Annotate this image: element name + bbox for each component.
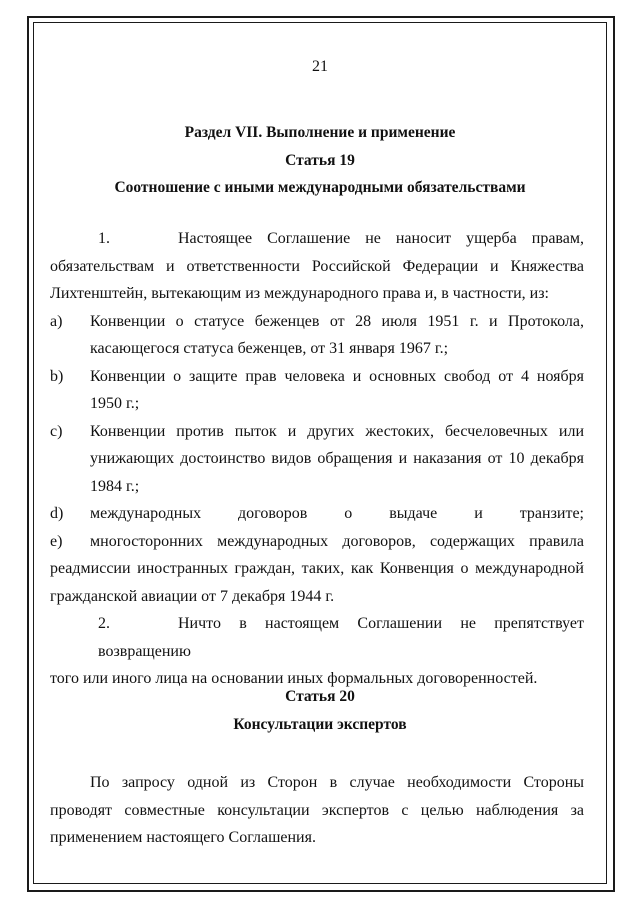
paragraph-line: применением настоящего Соглашения. (50, 829, 316, 846)
list-item-line: 1950 г.; (90, 395, 140, 412)
paragraph-line: проводят совместные консультации экспертов с целью наблюдения за (50, 801, 584, 819)
list-marker: c) (50, 422, 63, 440)
article-19-title: Статья 19 (285, 152, 355, 169)
list-item-e-continuation: гражданской авиации от 7 декабря 1944 г. (50, 587, 335, 605)
paragraph-1 (50, 225, 584, 253)
article-20-title: Статья 20 (285, 688, 355, 705)
list-item-line: Конвенции о защите прав человека и основных свобод от 4 ноября (90, 367, 584, 385)
paragraph-number: 1. (98, 230, 110, 247)
paragraph-line: Настоящее Соглашение не наносит ущерба правам, (178, 230, 584, 247)
list-marker: a) (50, 312, 63, 330)
list-item-e (50, 528, 584, 556)
paragraph-number: 2. (98, 615, 110, 632)
list-item-line: 1984 г.; (90, 477, 140, 495)
list-marker: e) (50, 532, 63, 550)
list-marker: d) (50, 505, 64, 522)
paragraph-2 (50, 610, 584, 665)
list-item-a (50, 308, 584, 363)
paragraph-line: Ничто в настоящем Соглашении не препятствует возвращению (98, 615, 584, 660)
list-item-c (50, 418, 584, 501)
list-item-line: многосторонних международных договоров, содержащих правила (90, 532, 584, 550)
article-19-subtitle: Соотношение с иными международными обязательствами (114, 179, 526, 196)
section-title: Раздел VII. Выполнение и применение (184, 124, 456, 141)
list-item-line: Конвенции против пыток и других жестоких, бесчеловечных или (90, 422, 584, 440)
list-item-b (50, 363, 584, 418)
list-item-d (50, 500, 584, 528)
list-item-e-continuation: реадмиссии иностранных граждан, таких, как Конвенция о международной (50, 560, 584, 577)
paragraph-line: По запросу одной из Сторон в случае необходимости Стороны (90, 774, 584, 791)
list-item-line: Конвенции о статусе беженцев от 28 июля 1951 г. и Протокола, (90, 312, 584, 330)
article-20-subtitle: Консультации экспертов (233, 716, 407, 733)
paragraph-line: Лихтенштейн, вытекающим из международного права и, в частности, из: (50, 285, 549, 302)
page-number: 21 (312, 58, 328, 75)
article-19-body (50, 225, 584, 693)
list-item-line: унижающих достоинство видов обращения и наказания от 10 декабря (90, 450, 584, 467)
paragraph-line: того или иного лица на основании иных формальных договоренностей. (50, 670, 538, 687)
article-20-body (50, 769, 584, 852)
list-item-line: касающегося статуса беженцев, от 31 января 1967 г.; (90, 340, 449, 357)
list-item-line: международных договоров о выдаче и транзите; (90, 505, 584, 522)
paragraph-line: обязательствам и ответственности Российской Федерации и Княжества (50, 257, 584, 275)
list-marker: b) (50, 367, 64, 385)
